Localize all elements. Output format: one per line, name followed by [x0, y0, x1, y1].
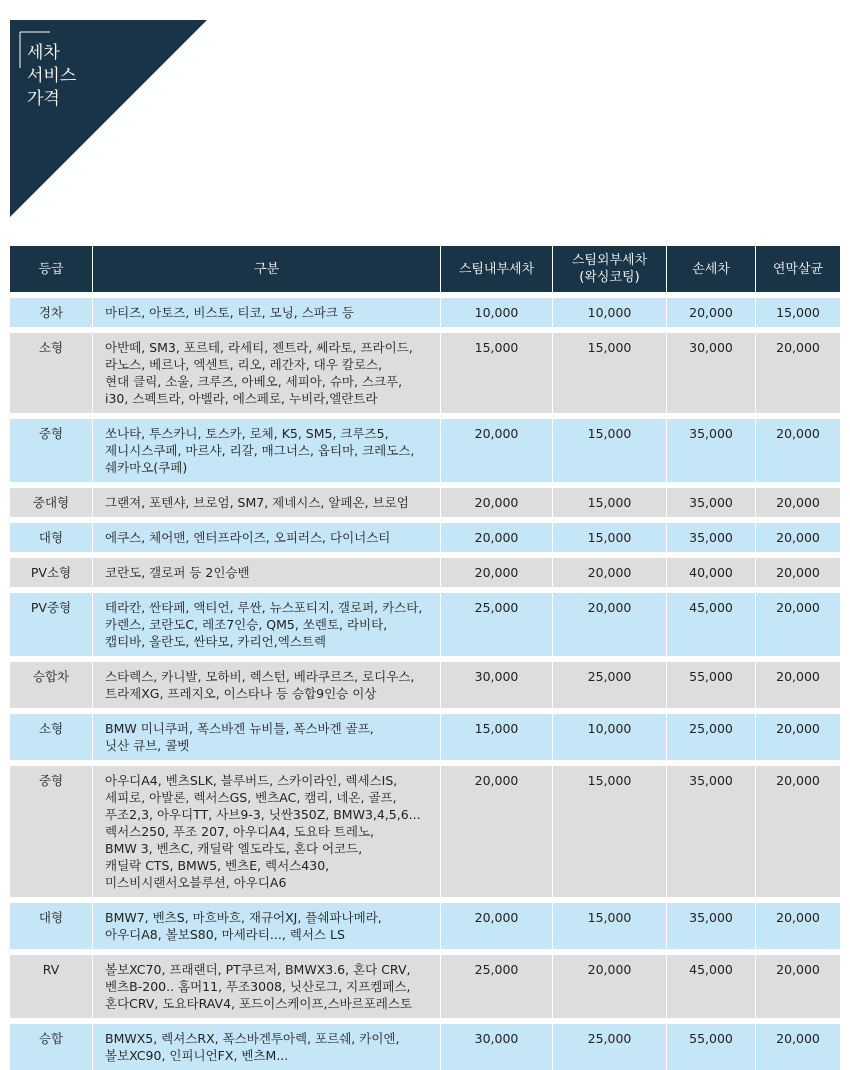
cell-models: 마티즈, 아토즈, 비스토, 티코, 모닝, 스파크 등 [93, 298, 441, 327]
cell-steam-outer: 15,000 [553, 766, 667, 897]
title-line-1: 세차 [27, 43, 60, 63]
cell-steam-inner: 25,000 [441, 955, 553, 1018]
header-steam-inner: 스팀내부세차 [441, 246, 553, 292]
cell-grade: RV [10, 955, 93, 1018]
cell-fog-sterilize: 20,000 [756, 523, 840, 552]
cell-steam-outer: 20,000 [553, 955, 667, 1018]
cell-grade: 중형 [10, 766, 93, 897]
cell-models: 에쿠스, 체어맨, 엔터프라이즈, 오피러스, 다이너스티 [93, 523, 441, 552]
cell-fog-sterilize: 20,000 [756, 766, 840, 897]
header-steam-outer: 스팀외부세차 (왁싱코팅) [553, 246, 667, 292]
title-banner [10, 20, 207, 217]
cell-steam-outer: 15,000 [553, 419, 667, 482]
table-row [10, 766, 840, 897]
cell-grade: 대형 [10, 523, 93, 552]
cell-hand-wash: 30,000 [667, 333, 756, 413]
cell-hand-wash: 35,000 [667, 523, 756, 552]
cell-grade: 승합 [10, 1024, 93, 1070]
cell-grade: 소형 [10, 333, 93, 413]
header-category: 구분 [93, 246, 441, 292]
table-row [10, 558, 840, 587]
cell-fog-sterilize: 20,000 [756, 419, 840, 482]
cell-steam-inner: 30,000 [441, 1024, 553, 1070]
cell-steam-inner: 20,000 [441, 766, 553, 897]
header-grade: 등급 [10, 246, 93, 292]
cell-grade: 소형 [10, 714, 93, 760]
table-row [10, 298, 840, 327]
cell-steam-inner: 20,000 [441, 558, 553, 587]
cell-models: 아반떼, SM3, 포르테, 라세티, 젠트라, 쎄라토, 프라이드, 라노스, 베르나, 엑센트, 리오, 레간자, 대우 칼로스, 현대 클릭, 소울, 크루즈, 아베오, 세피아, 슈마, 스크푸, i30, 스펙트라, 아벨라, 에스페로, 누비라,엘란트라 [93, 333, 441, 413]
cell-steam-inner: 15,000 [441, 714, 553, 760]
cell-models: BMWX5, 렉셔스RX, 폭스바겐투아렉, 포르쉐, 카이엔, 볼보XC90, 인피니언FX, 벤츠M... [93, 1024, 441, 1070]
cell-models: 아우디A4, 벤츠SLK, 블루버드, 스카이라인, 렉세스IS, 세피로, 아발론, 렉서스GS, 벤츠AC, 캠리, 네온, 골프, 푸조2,3, 아우디TT, 사브9-3, 닛싼350Z, BMW3,4,5,6... 렉서스250, 푸조 207, 아우디A4, 도요타 트레노, BMW 3, 벤츠C, 캐딜락 엘도라도, 혼다 어코드, 캐딜락 CTS, BMW5, 벤츠E, 렉서스430, 미스비시랜서오블루션, 아우디A6 [93, 766, 441, 897]
cell-grade: PV소형 [10, 558, 93, 587]
table-row [10, 714, 840, 760]
header-fog-sterilize: 연막살균 [756, 246, 840, 292]
table-row [10, 333, 840, 413]
cell-models: 볼보XC70, 프래랜더, PT쿠르저, BMWX3.6, 혼다 CRV, 벤츠B-200.. 홈머11, 푸조3008, 닛산로그, 지프켐페스, 혼다CRV, 도요타RAV4, 포드이스케이프,스바르포레스토 [93, 955, 441, 1018]
cell-steam-outer: 25,000 [553, 1024, 667, 1070]
header-hand-wash: 손세차 [667, 246, 756, 292]
cell-models: 테라칸, 싼타페, 액티언, 루싼, 뉴스포티지, 갤로퍼, 카스타, 카렌스, 코란도C, 레조7인승, QM5, 쏘렌토, 라비타, 캡티바, 올란도, 싼타모, 카리언,엑스트렉 [93, 593, 441, 656]
cell-grade: 중대형 [10, 488, 93, 517]
cell-steam-outer: 15,000 [553, 903, 667, 949]
cell-steam-outer: 10,000 [553, 714, 667, 760]
cell-steam-outer: 15,000 [553, 333, 667, 413]
cell-hand-wash: 35,000 [667, 766, 756, 897]
cell-hand-wash: 25,000 [667, 714, 756, 760]
cell-models: 그랜져, 포텐샤, 브로엄, SM7, 제네시스, 알페온, 브로엄 [93, 488, 441, 517]
cell-grade: 경차 [10, 298, 93, 327]
cell-models: 쏘나타, 투스카니, 토스카, 로체, K5, SM5, 크루즈5, 제니시스쿠페, 마르샤, 리갈, 매그너스, 옵티마, 크레도스, 쉐카마오(쿠페) [93, 419, 441, 482]
cell-models: 코란도, 갤로퍼 등 2인승밴 [93, 558, 441, 587]
cell-grade: 중형 [10, 419, 93, 482]
cell-models: 스타렉스, 카니발, 모하비, 렉스턴, 베라쿠르즈, 로디우스, 트라제XG, 프레지오, 이스타나 등 승합9인승 이상 [93, 662, 441, 708]
cell-steam-inner: 20,000 [441, 488, 553, 517]
cell-models: BMW7, 벤츠S, 마흐바흐, 재규어XJ, 플쉐파나메라, 아우디A8, 볼보S80, 마세라티..., 렉서스 LS [93, 903, 441, 949]
cell-steam-inner: 15,000 [441, 333, 553, 413]
cell-steam-outer: 15,000 [553, 523, 667, 552]
cell-steam-outer: 20,000 [553, 593, 667, 656]
cell-hand-wash: 55,000 [667, 662, 756, 708]
cell-steam-inner: 25,000 [441, 593, 553, 656]
price-table [10, 246, 840, 1070]
cell-grade: 대형 [10, 903, 93, 949]
cell-fog-sterilize: 20,000 [756, 333, 840, 413]
table-body [10, 292, 840, 1070]
table-header-row [10, 246, 840, 292]
cell-fog-sterilize: 20,000 [756, 558, 840, 587]
cell-steam-inner: 20,000 [441, 523, 553, 552]
cell-steam-outer: 25,000 [553, 662, 667, 708]
cell-hand-wash: 20,000 [667, 298, 756, 327]
cell-fog-sterilize: 20,000 [756, 1024, 840, 1070]
title-line-3: 가격 [27, 89, 60, 109]
table-row [10, 662, 840, 708]
table-row [10, 593, 840, 656]
table-row [10, 523, 840, 552]
cell-steam-outer: 20,000 [553, 558, 667, 587]
cell-fog-sterilize: 20,000 [756, 714, 840, 760]
cell-steam-inner: 20,000 [441, 903, 553, 949]
cell-hand-wash: 35,000 [667, 488, 756, 517]
cell-steam-outer: 15,000 [553, 488, 667, 517]
cell-fog-sterilize: 20,000 [756, 903, 840, 949]
cell-grade: 승합차 [10, 662, 93, 708]
cell-hand-wash: 55,000 [667, 1024, 756, 1070]
cell-hand-wash: 35,000 [667, 903, 756, 949]
cell-fog-sterilize: 20,000 [756, 662, 840, 708]
page-title [27, 42, 76, 111]
table-row [10, 419, 840, 482]
cell-fog-sterilize: 20,000 [756, 955, 840, 1018]
cell-models: BMW 미니쿠퍼, 폭스바겐 뉴비틀, 폭스바겐 골프, 닛산 큐브, 콜벳 [93, 714, 441, 760]
cell-fog-sterilize: 15,000 [756, 298, 840, 327]
table-row [10, 1024, 840, 1070]
table-row [10, 955, 840, 1018]
cell-hand-wash: 45,000 [667, 593, 756, 656]
cell-grade: PV중형 [10, 593, 93, 656]
cell-steam-inner: 10,000 [441, 298, 553, 327]
cell-hand-wash: 45,000 [667, 955, 756, 1018]
cell-steam-inner: 20,000 [441, 419, 553, 482]
title-line-2: 서비스 [27, 66, 77, 86]
cell-fog-sterilize: 20,000 [756, 488, 840, 517]
table-row [10, 903, 840, 949]
cell-steam-inner: 30,000 [441, 662, 553, 708]
cell-fog-sterilize: 20,000 [756, 593, 840, 656]
cell-hand-wash: 35,000 [667, 419, 756, 482]
table-row [10, 488, 840, 517]
cell-steam-outer: 10,000 [553, 298, 667, 327]
cell-hand-wash: 40,000 [667, 558, 756, 587]
